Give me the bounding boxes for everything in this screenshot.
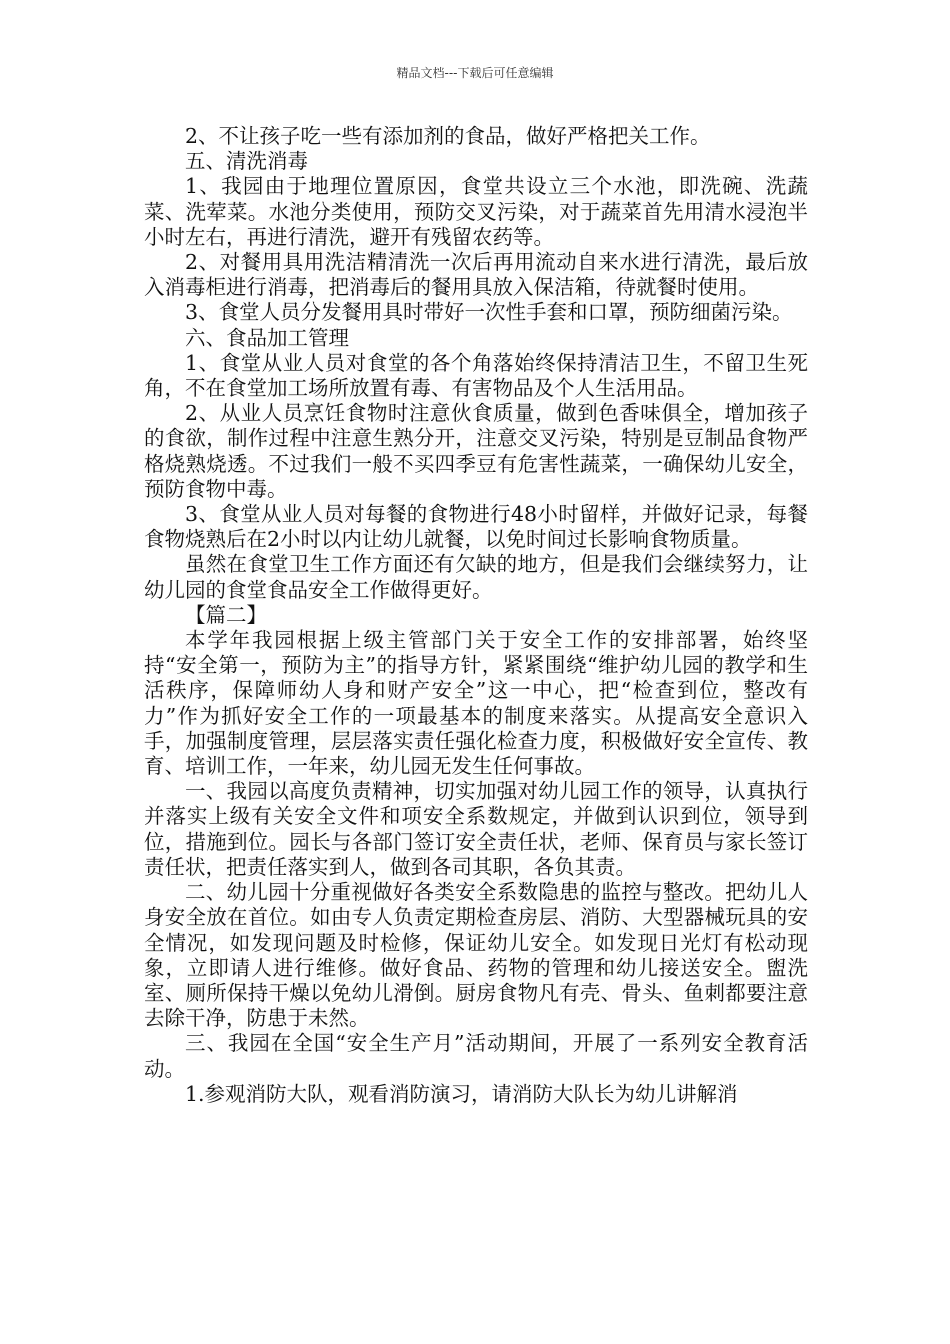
page-header: 精品文档---下载后可任意编辑 <box>396 66 554 80</box>
paragraph: 3、食堂从业人员对每餐的食物进行48小时留样，并做好记录，每餐食物烧熟后在2小时以内让幼儿就餐，以免时间过长影响食物质量。 <box>144 502 808 552</box>
paragraph: 1.参观消防大队，观看消防演习，请消防大队长为幼儿讲解消 <box>185 1081 738 1106</box>
paragraph: 三、我园在全国“安全生产月”活动期间，开展了一系列安全教育活动。 <box>144 1031 808 1081</box>
paragraph: 2、不让孩子吃一些有添加剂的食品，做好严格把关工作。 <box>185 124 711 148</box>
paragraph: 3、食堂人员分发餐用具时带好一次性手套和口罩，预防细菌污染。 <box>185 300 793 325</box>
paragraph: 1、食堂从业人员对食堂的各个角落始终保持清洁卫生，不留卫生死角，不在食堂加工场所放置有毒、有害物品及个人生活用品。 <box>144 350 808 401</box>
paragraph: 2、从业人员烹饪食物时注意伙食质量，做到色香味俱全，增加孩子的食欲，制作过程中注意生熟分开，注意交叉污染，特别是豆制品食物严格烧熟烧透。不过我们一般不买四季豆有危害性蔬菜，一确保幼儿安全，预防食物中毒。 <box>144 401 808 501</box>
section-heading: 【篇二】 <box>185 602 267 627</box>
paragraph: 1、我园由于地理位置原因，食堂共设立三个水池，即洗碗、洗蔬菜、洗荤菜。水池分类使用，预防交叉污染，对于蔬菜首先用清水浸泡半小时左右，再进行清洗，避开有残留农药等。 <box>144 174 808 249</box>
section-heading: 六、食品加工管理 <box>185 325 349 350</box>
paragraph: 一、我园以高度负责精神，切实加强对幼儿园工作的领导，认真执行并落实上级有关安全文件和项安全系数规定，并做到认识到位，领导到位，措施到位。园长与各部门签订安全责任状，老师、保育员与家长签订责任状，把责任落实到人，做到各司其职，各负其责。 <box>144 779 808 879</box>
paragraph: 二、幼儿园十分重视做好各类安全系数隐患的监控与整改。把幼儿人身安全放在首位。如由专人负责定期检查房层、消防、大型器械玩具的安全情况，如发现问题及时检修，保证幼儿安全。如发现日光灯有松动现象，立即请人进行维修。做好食品、药物的管理和幼儿接送安全。盥洗室、厕所保持干燥以免幼儿滑倒。厨房食物凡有壳、骨头、鱼刺都要注意去除干净，防患于未然。 <box>144 880 808 1031</box>
section-heading: 五、清洗消毒 <box>185 149 308 174</box>
paragraph: 本学年我园根据上级主管部门关于安全工作的安排部署，始终坚持“安全第一，预防为主”的指导方针，紧紧围绕“维护幼儿园的教学和生活秩序，保障师幼人身和财产安全”这一中心，把“检查到位，整改有力”作为抓好安全工作的一项最基本的制度来落实。从提高安全意识入手，加强制度管理，层层落实责任强化检查力度，积极做好安全宣传、教育、培训工作，一年来，幼儿园无发生任何事故。 <box>144 628 808 779</box>
paragraph: 2、对餐用具用洗洁精清洗一次后再用流动自来水进行清洗，最后放入消毒柜进行消毒，把消毒后的餐用具放入保洁箱，待就餐时使用。 <box>144 250 808 300</box>
document-body <box>144 124 808 1107</box>
paragraph: 虽然在食堂卫生工作方面还有欠缺的地方，但是我们会继续努力，让幼儿园的食堂食品安全工作做得更好。 <box>144 552 808 602</box>
